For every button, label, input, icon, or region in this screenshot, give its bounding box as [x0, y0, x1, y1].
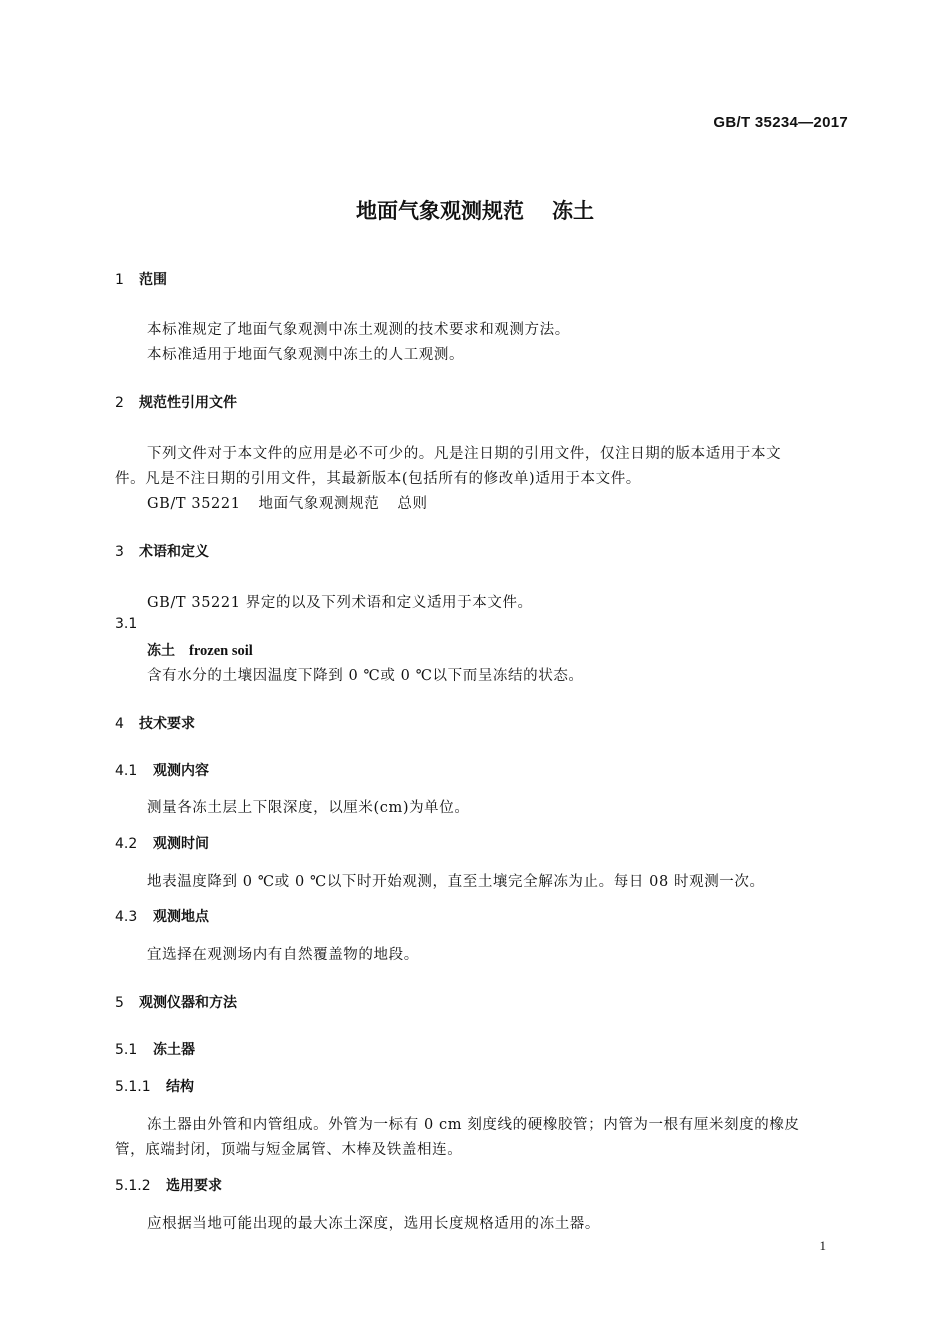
section-3-heading	[115, 541, 209, 561]
paragraph-continuation: 管，底端封闭，顶端与短金属管、木棒及铁盖相连。	[115, 1142, 463, 1158]
normative-reference	[147, 492, 428, 513]
section-title: 观测内容	[153, 763, 209, 779]
page-number: 1	[819, 1238, 826, 1253]
term-entry	[147, 640, 253, 660]
paragraph: 宜选择在观测场内有自然覆盖物的地段。	[147, 947, 419, 963]
section-number: 5.1	[115, 1042, 138, 1058]
section-number: 5.1.2	[115, 1178, 151, 1194]
title-main: 地面气象观测规范	[356, 199, 524, 223]
paragraph-continuation: 件。凡是不注日期的引用文件，其最新版本(包括所有的修改单)适用于本文件。	[115, 471, 641, 487]
page-title	[0, 195, 950, 225]
paragraph: 冻土器由外管和内管组成。外管为一标有 0 cm 刻度线的硬橡胶管；内管为一根有厘米刻度的橡皮	[147, 1117, 800, 1133]
section-title: 技术要求	[139, 716, 195, 732]
section-2-heading	[115, 392, 237, 412]
section-number: 4	[115, 716, 124, 732]
paragraph: 地表温度降到 0 ℃或 0 ℃以下时开始观测，直至土壤完全解冻为止。每日 08 时观测一次。	[147, 874, 765, 890]
title-sub: 冻土	[552, 199, 594, 223]
standard-id: GB/T 35234—2017	[713, 114, 848, 131]
section-title: 观测仪器和方法	[139, 995, 237, 1011]
section-5-1-heading	[115, 1039, 195, 1059]
section-title: 结构	[166, 1079, 194, 1095]
section-number: 3	[115, 544, 124, 560]
section-5-heading	[115, 992, 237, 1012]
section-title: 观测时间	[153, 836, 209, 852]
section-4-3-heading	[115, 906, 209, 926]
section-number: 4.3	[115, 909, 138, 925]
paragraph: 下列文件对于本文件的应用是必不可少的。凡是注日期的引用文件，仅注日期的版本适用于本文	[147, 446, 782, 462]
term-chinese: 冻土	[147, 643, 175, 659]
section-number: 5	[115, 995, 124, 1011]
section-title: 范围	[139, 272, 167, 288]
section-4-1-heading	[115, 760, 209, 780]
section-title: 选用要求	[166, 1178, 222, 1194]
term-definition: 含有水分的土壤因温度下降到 0 ℃或 0 ℃以下而呈冻结的状态。	[147, 668, 584, 684]
paragraph: 测量各冻土层上下限深度，以厘米(cm)为单位。	[147, 800, 470, 816]
section-number: 5.1.1	[115, 1079, 151, 1095]
paragraph: 应根据当地可能出现的最大冻土深度，选用长度规格适用的冻土器。	[147, 1216, 600, 1232]
reference-code: GB/T 35221	[147, 496, 241, 512]
section-number: 4.2	[115, 836, 138, 852]
section-4-2-heading	[115, 833, 209, 853]
reference-subtitle: 总则	[397, 496, 428, 512]
section-title: 冻土器	[153, 1042, 195, 1058]
section-title: 观测地点	[153, 909, 209, 925]
section-title: 规范性引用文件	[139, 395, 237, 411]
term-english: frozen soil	[189, 643, 253, 659]
section-number: 2	[115, 395, 124, 411]
paragraph: GB/T 35221 界定的以及下列术语和定义适用于本文件。	[147, 595, 533, 611]
paragraph: 本标准适用于地面气象观测中冻土的人工观测。	[147, 347, 465, 363]
section-4-heading	[115, 713, 195, 733]
section-title: 术语和定义	[139, 544, 209, 560]
section-1-heading	[115, 269, 167, 289]
section-5-1-2-heading	[115, 1175, 222, 1195]
term-number: 3.1	[115, 616, 138, 632]
section-number: 1	[115, 272, 124, 288]
reference-title: 地面气象观测规范	[258, 496, 380, 512]
paragraph: 本标准规定了地面气象观测中冻土观测的技术要求和观测方法。	[147, 322, 570, 338]
section-5-1-1-heading	[115, 1076, 194, 1096]
section-number: 4.1	[115, 763, 138, 779]
